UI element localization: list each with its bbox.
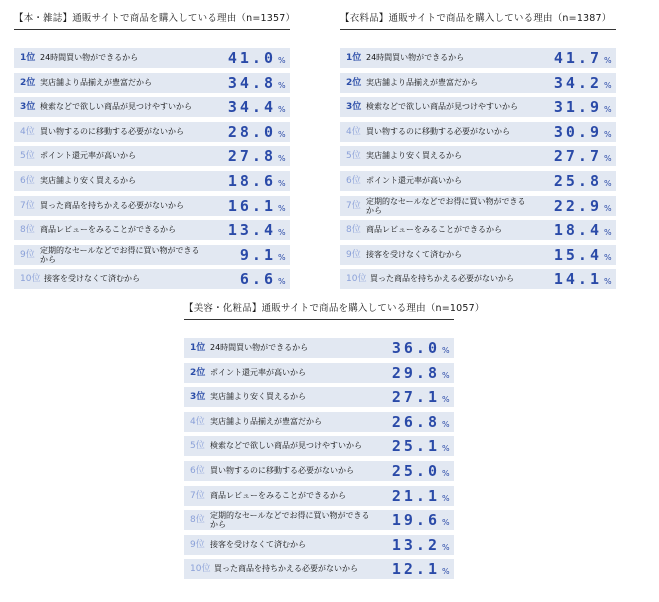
reason-label: 接客を受けなくて済むから bbox=[366, 250, 462, 259]
percent-value: 30.9 bbox=[553, 123, 602, 141]
percent-value: 36.0 bbox=[391, 339, 440, 357]
reason-label: 定期的なセールなどでお得に買い物ができるから bbox=[40, 246, 200, 264]
percent-unit: % bbox=[442, 567, 450, 576]
rank-label: 2位 bbox=[346, 78, 362, 88]
panel-clothing bbox=[340, 10, 616, 294]
panel-beauty-cosmetics bbox=[184, 300, 485, 584]
reason-label: 実店舗より品揃えが豊富だから bbox=[210, 417, 322, 426]
percent-value: 18.4 bbox=[553, 221, 602, 239]
reason-label: 検索などで欲しい商品が見つけやすいから bbox=[210, 441, 362, 450]
reason-label: 定期的なセールなどでお得に買い物ができるから bbox=[210, 511, 370, 529]
title-underline bbox=[184, 319, 454, 320]
percent-value: 18.6 bbox=[227, 172, 276, 190]
ranking-row bbox=[340, 171, 616, 191]
rank-label: 7位 bbox=[190, 491, 205, 501]
rank-label: 9位 bbox=[20, 250, 35, 260]
ranking-row bbox=[184, 510, 454, 530]
ranking-row bbox=[14, 97, 290, 117]
percent-value: 12.1 bbox=[391, 560, 440, 578]
reason-label: 24時間買い物ができるから bbox=[366, 53, 465, 62]
rank-label: 2位 bbox=[190, 368, 206, 378]
reason-label: ポイント還元率が高いから bbox=[40, 151, 136, 160]
percent-value: 31.9 bbox=[553, 98, 602, 116]
ranking-row bbox=[184, 486, 454, 506]
reason-label: 24時間買い物ができるから bbox=[40, 53, 139, 62]
reason-label: 定期的なセールなどでお得に買い物ができるから bbox=[366, 197, 526, 215]
percent-unit: % bbox=[278, 179, 286, 188]
percent-value: 28.0 bbox=[227, 123, 276, 141]
title-underline bbox=[14, 29, 290, 30]
ranking-row bbox=[184, 436, 454, 456]
percent-unit: % bbox=[442, 444, 450, 453]
reason-label: 商品レビューをみることができるから bbox=[210, 491, 346, 500]
rank-label: 2位 bbox=[20, 78, 36, 88]
reason-label: 実店舗より安く買えるから bbox=[366, 151, 462, 160]
percent-unit: % bbox=[442, 518, 450, 527]
rank-label: 7位 bbox=[346, 201, 361, 211]
ranking-row bbox=[14, 73, 290, 93]
ranking-row bbox=[184, 559, 454, 579]
percent-unit: % bbox=[278, 56, 286, 65]
percent-value: 27.8 bbox=[227, 147, 276, 165]
percent-value: 21.1 bbox=[391, 487, 440, 505]
percent-unit: % bbox=[442, 346, 450, 355]
panel-title: 【本・雑誌】通販サイトで商品を購入している理由（n=1357） bbox=[14, 13, 296, 24]
percent-value: 13.2 bbox=[391, 536, 440, 554]
rank-label: 3位 bbox=[346, 102, 362, 112]
percent-value: 19.6 bbox=[391, 511, 440, 529]
percent-value: 14.1 bbox=[553, 270, 602, 288]
percent-value: 16.1 bbox=[227, 197, 276, 215]
reason-label: 検索などで欲しい商品が見つけやすいから bbox=[40, 102, 192, 111]
ranking-row bbox=[340, 269, 616, 289]
rank-label: 4位 bbox=[190, 417, 205, 427]
ranking-row bbox=[14, 171, 290, 191]
rank-label: 4位 bbox=[20, 127, 35, 137]
reason-label: 実店舗より安く買えるから bbox=[40, 176, 136, 185]
rank-label: 5位 bbox=[190, 441, 205, 451]
reason-label: 実店舗より品揃えが豊富だから bbox=[40, 78, 152, 87]
reason-label: 買った商品を持ちかえる必要がないから bbox=[40, 201, 184, 210]
ranking-row bbox=[14, 245, 290, 265]
ranking-row bbox=[14, 269, 290, 289]
ranking-row bbox=[340, 97, 616, 117]
percent-value: 9.1 bbox=[239, 246, 276, 264]
ranking-row bbox=[340, 146, 616, 166]
reason-label: 買い物するのに移動する必要がないから bbox=[210, 466, 354, 475]
rank-label: 4位 bbox=[346, 127, 361, 137]
ranking-row bbox=[184, 363, 454, 383]
rank-label: 5位 bbox=[20, 151, 35, 161]
ranking-row bbox=[14, 48, 290, 68]
panel-books-magazines bbox=[14, 10, 296, 294]
percent-unit: % bbox=[442, 395, 450, 404]
percent-value: 27.1 bbox=[391, 388, 440, 406]
percent-value: 13.4 bbox=[227, 221, 276, 239]
percent-unit: % bbox=[604, 204, 612, 213]
percent-unit: % bbox=[604, 130, 612, 139]
title-underline bbox=[340, 29, 616, 30]
percent-value: 34.2 bbox=[553, 74, 602, 92]
percent-unit: % bbox=[604, 81, 612, 90]
rank-label: 1位 bbox=[190, 343, 206, 353]
reason-label: 実店舗より品揃えが豊富だから bbox=[366, 78, 478, 87]
percent-unit: % bbox=[278, 130, 286, 139]
percent-unit: % bbox=[442, 420, 450, 429]
percent-unit: % bbox=[278, 204, 286, 213]
percent-unit: % bbox=[442, 371, 450, 380]
reason-label: 買った商品を持ちかえる必要がないから bbox=[214, 564, 358, 573]
rank-label: 6位 bbox=[190, 466, 205, 476]
reason-label: 接客を受けなくて済むから bbox=[210, 540, 306, 549]
rank-label: 1位 bbox=[346, 53, 362, 63]
percent-unit: % bbox=[604, 228, 612, 237]
rank-label: 8位 bbox=[20, 225, 35, 235]
reason-label: 商品レビューをみることができるから bbox=[40, 225, 176, 234]
percent-unit: % bbox=[278, 81, 286, 90]
percent-value: 25.1 bbox=[391, 437, 440, 455]
rank-label: 7位 bbox=[20, 201, 35, 211]
rank-label: 10位 bbox=[346, 274, 367, 284]
ranking-row bbox=[184, 461, 454, 481]
panel-title: 【衣料品】通販サイトで商品を購入している理由（n=1387） bbox=[340, 13, 612, 24]
percent-unit: % bbox=[278, 253, 286, 262]
percent-value: 29.8 bbox=[391, 364, 440, 382]
reason-label: 実店舗より安く買えるから bbox=[210, 392, 306, 401]
ranking-row bbox=[184, 387, 454, 407]
panel-title: 【美容・化粧品】通販サイトで商品を購入している理由（n=1057） bbox=[184, 303, 485, 314]
percent-value: 41.0 bbox=[227, 49, 276, 67]
reason-label: 接客を受けなくて済むから bbox=[44, 274, 140, 283]
percent-unit: % bbox=[442, 469, 450, 478]
reason-label: 買い物するのに移動する必要がないから bbox=[40, 127, 184, 136]
percent-unit: % bbox=[604, 154, 612, 163]
rank-label: 6位 bbox=[20, 176, 35, 186]
percent-value: 25.0 bbox=[391, 462, 440, 480]
rank-label: 8位 bbox=[346, 225, 361, 235]
reason-label: 検索などで欲しい商品が見つけやすいから bbox=[366, 102, 518, 111]
rank-label: 10位 bbox=[190, 564, 211, 574]
ranking-row bbox=[340, 73, 616, 93]
ranking-row bbox=[14, 196, 290, 216]
percent-unit: % bbox=[604, 277, 612, 286]
percent-value: 26.8 bbox=[391, 413, 440, 431]
ranking-row bbox=[340, 220, 616, 240]
percent-value: 41.7 bbox=[553, 49, 602, 67]
rank-label: 5位 bbox=[346, 151, 361, 161]
ranking-row bbox=[340, 48, 616, 68]
reason-label: 商品レビューをみることができるから bbox=[366, 225, 502, 234]
percent-value: 22.9 bbox=[553, 197, 602, 215]
reason-label: ポイント還元率が高いから bbox=[366, 176, 462, 185]
ranking-row bbox=[14, 146, 290, 166]
percent-unit: % bbox=[278, 277, 286, 286]
rank-label: 3位 bbox=[20, 102, 36, 112]
percent-unit: % bbox=[604, 105, 612, 114]
rank-label: 1位 bbox=[20, 53, 36, 63]
ranking-row bbox=[184, 338, 454, 358]
rank-label: 9位 bbox=[346, 250, 361, 260]
ranking-row bbox=[184, 535, 454, 555]
ranking-row bbox=[340, 122, 616, 142]
percent-value: 34.8 bbox=[227, 74, 276, 92]
rank-label: 10位 bbox=[20, 274, 41, 284]
reason-label: 買い物するのに移動する必要がないから bbox=[366, 127, 510, 136]
percent-value: 27.7 bbox=[553, 147, 602, 165]
ranking-row bbox=[14, 122, 290, 142]
rank-label: 9位 bbox=[190, 540, 205, 550]
percent-unit: % bbox=[278, 154, 286, 163]
reason-label: 24時間買い物ができるから bbox=[210, 343, 309, 352]
percent-value: 15.4 bbox=[553, 246, 602, 264]
percent-unit: % bbox=[278, 228, 286, 237]
percent-value: 34.4 bbox=[227, 98, 276, 116]
rank-label: 3位 bbox=[190, 392, 206, 402]
rank-label: 6位 bbox=[346, 176, 361, 186]
percent-unit: % bbox=[278, 105, 286, 114]
percent-value: 25.8 bbox=[553, 172, 602, 190]
percent-unit: % bbox=[442, 494, 450, 503]
ranking-row bbox=[184, 412, 454, 432]
ranking-row bbox=[340, 245, 616, 265]
percent-unit: % bbox=[442, 543, 450, 552]
reason-label: 買った商品を持ちかえる必要がないから bbox=[370, 274, 514, 283]
percent-unit: % bbox=[604, 253, 612, 262]
percent-unit: % bbox=[604, 179, 612, 188]
ranking-row bbox=[340, 196, 616, 216]
reason-label: ポイント還元率が高いから bbox=[210, 368, 306, 377]
percent-value: 6.6 bbox=[239, 270, 276, 288]
ranking-row bbox=[14, 220, 290, 240]
percent-unit: % bbox=[604, 56, 612, 65]
rank-label: 8位 bbox=[190, 515, 205, 525]
